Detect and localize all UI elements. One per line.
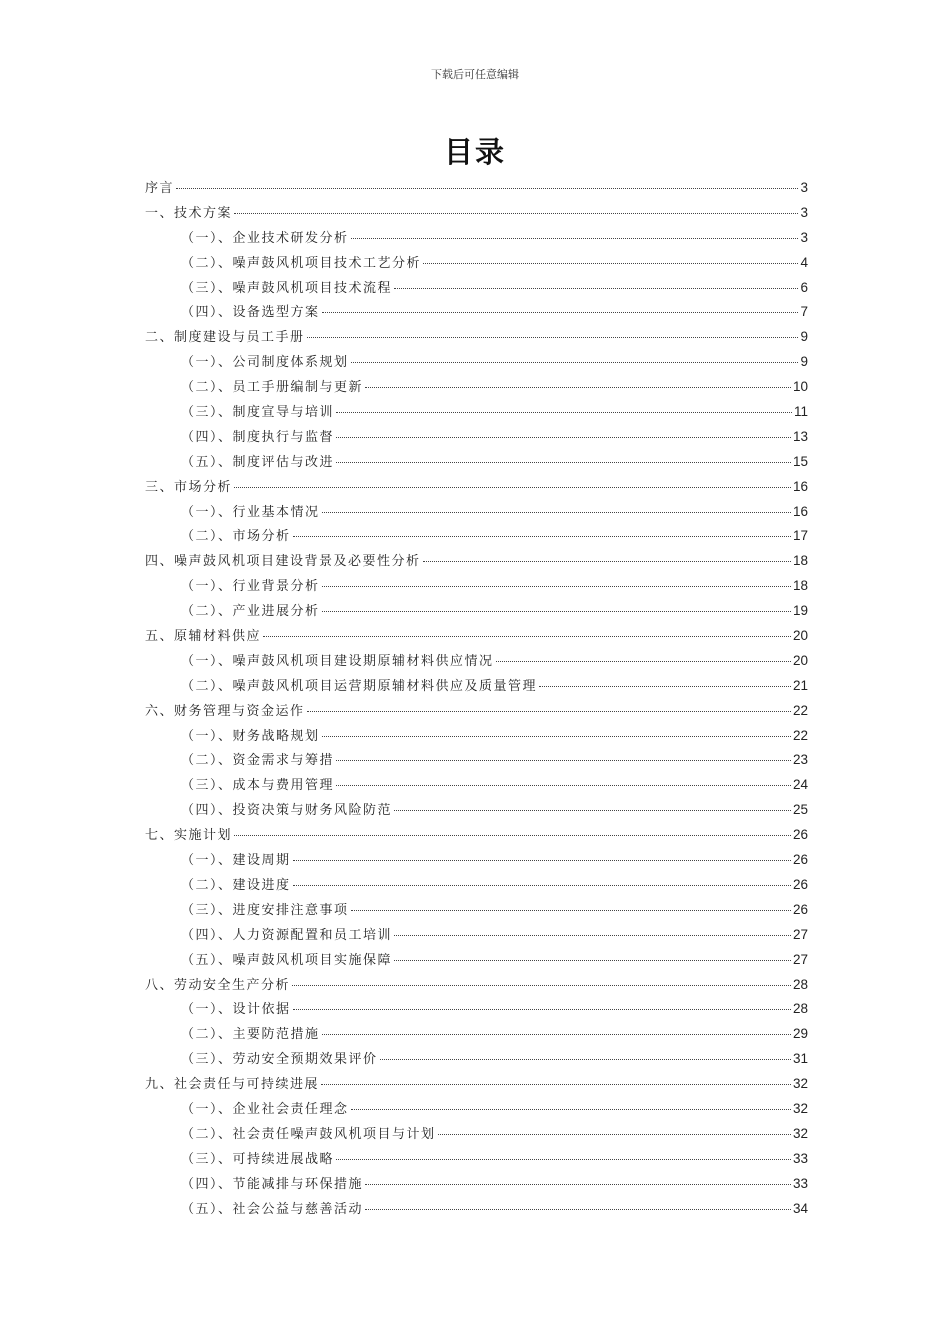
- page-title: 目录: [443, 135, 506, 169]
- toc-entry-label: （三）、噪声鼓风机项目技术流程: [181, 280, 393, 296]
- toc-page-number: 9: [800, 354, 808, 370]
- dot-leader: [380, 1059, 791, 1060]
- toc-entry-label: （四）、人力资源配置和员工培训: [181, 927, 393, 943]
- toc-entry-label: （二）、资金需求与筹措: [181, 753, 335, 769]
- toc-section-entry[interactable]: [145, 350, 808, 375]
- dot-leader: [322, 611, 791, 612]
- dot-leader: [336, 437, 791, 438]
- toc-section-entry[interactable]: [145, 574, 808, 599]
- dot-leader: [307, 711, 791, 712]
- toc-entry-label: 七、实施计划: [145, 828, 233, 844]
- toc-entry-label: （一）、设计依据: [181, 1002, 291, 1018]
- dot-leader: [322, 586, 791, 587]
- dot-leader: [365, 1184, 791, 1185]
- toc-section-entry[interactable]: [145, 1122, 808, 1147]
- dot-leader: [336, 760, 791, 761]
- toc-section-entry[interactable]: [145, 1197, 808, 1222]
- toc-entry-label: （一）、企业技术研发分析: [181, 230, 349, 246]
- dot-leader: [293, 860, 791, 861]
- dot-leader: [423, 263, 798, 264]
- toc-chapter-entry[interactable]: [145, 325, 808, 350]
- toc-entry-label: 二、制度建设与员工手册: [145, 330, 305, 346]
- toc-chapter-entry[interactable]: [145, 549, 808, 574]
- toc-page-number: 17: [792, 528, 808, 544]
- toc-page-number: 26: [792, 852, 808, 868]
- toc-page-number: 32: [792, 1125, 808, 1141]
- toc-section-entry[interactable]: [145, 674, 808, 699]
- dot-leader: [539, 686, 791, 687]
- toc-page-number: 27: [792, 926, 808, 942]
- toc-section-entry[interactable]: [145, 226, 808, 251]
- toc-page-number: 28: [792, 976, 808, 992]
- toc-chapter-entry[interactable]: [145, 823, 808, 848]
- toc-page-number: 25: [792, 802, 808, 818]
- toc-entry-label: （三）、制度宣导与培训: [181, 405, 335, 421]
- dot-leader: [394, 288, 798, 289]
- dot-leader: [336, 412, 792, 413]
- toc-page-number: 9: [800, 329, 808, 345]
- dot-leader: [423, 561, 791, 562]
- toc-page-number: 22: [792, 702, 808, 718]
- toc-section-entry[interactable]: [145, 948, 808, 973]
- toc-section-entry[interactable]: [145, 724, 808, 749]
- toc-section-entry[interactable]: [145, 997, 808, 1022]
- toc-section-entry[interactable]: [145, 375, 808, 400]
- toc-entry-label: 九、社会责任与可持续进展: [145, 1077, 320, 1093]
- toc-chapter-entry[interactable]: [145, 699, 808, 724]
- toc-page-number: 23: [792, 752, 808, 768]
- dot-leader: [293, 885, 791, 886]
- dot-leader: [365, 387, 791, 388]
- toc-section-entry[interactable]: [145, 300, 808, 325]
- toc-page-number: 29: [792, 1026, 808, 1042]
- toc-page-number: 32: [792, 1076, 808, 1092]
- dot-leader: [234, 487, 791, 488]
- header-note: 下载后可任意编辑: [431, 68, 519, 81]
- toc-page-number: 33: [792, 1175, 808, 1191]
- dot-leader: [322, 1034, 791, 1035]
- dot-leader: [394, 960, 791, 961]
- toc-page-number: 15: [792, 453, 808, 469]
- dot-leader: [322, 312, 799, 313]
- toc-page-number: 3: [800, 204, 808, 220]
- toc-section-entry[interactable]: [145, 1047, 808, 1072]
- toc-section-entry[interactable]: [145, 1022, 808, 1047]
- dot-leader: [351, 238, 799, 239]
- toc-entry-label: （三）、成本与费用管理: [181, 778, 335, 794]
- dot-leader: [176, 188, 798, 189]
- toc-entry-label: （四）、制度执行与监督: [181, 429, 335, 445]
- toc-entry-label: （二）、产业进展分析: [181, 604, 320, 620]
- dot-leader: [496, 661, 791, 662]
- toc-page-number: 7: [800, 304, 808, 320]
- toc-entry-label: （三）、进度安排注意事项: [181, 902, 349, 918]
- toc-entry-label: 序言: [145, 181, 175, 196]
- toc-entry-label: （四）、设备选型方案: [181, 305, 320, 321]
- dot-leader: [322, 512, 791, 513]
- dot-leader: [394, 935, 791, 936]
- toc-entry-label: （二）、噪声鼓风机项目运营期原辅材料供应及质量管理: [181, 678, 538, 694]
- toc-page-number: 31: [792, 1051, 808, 1067]
- toc-page-number: 20: [792, 628, 808, 644]
- dot-leader: [322, 736, 791, 737]
- toc-page-number: 19: [792, 603, 808, 619]
- toc-page-number: 10: [792, 379, 808, 395]
- toc-section-entry[interactable]: [145, 425, 808, 450]
- dot-leader: [438, 1134, 791, 1135]
- toc-section-entry[interactable]: [145, 251, 808, 276]
- dot-leader: [321, 1084, 791, 1085]
- toc-entry-label: （四）、节能减排与环保措施: [181, 1176, 364, 1192]
- toc-page-number: 32: [792, 1100, 808, 1116]
- toc-entry-label: （一）、建设周期: [181, 853, 291, 869]
- dot-leader: [234, 835, 791, 836]
- toc-page-number: 18: [792, 553, 808, 569]
- dot-leader: [307, 337, 799, 338]
- toc-entry-label: （四）、投资决策与财务风险防范: [181, 803, 393, 819]
- table-of-contents: [145, 176, 808, 1221]
- toc-section-entry[interactable]: [145, 400, 808, 425]
- toc-entry-label: （一）、行业背景分析: [181, 579, 320, 595]
- toc-page-number: 26: [792, 901, 808, 917]
- toc-entry-label: 四、噪声鼓风机项目建设背景及必要性分析: [145, 554, 421, 570]
- toc-section-entry[interactable]: [145, 276, 808, 301]
- toc-entry-label: （二）、员工手册编制与更新: [181, 380, 364, 396]
- dot-leader: [293, 536, 791, 537]
- dot-leader: [292, 985, 791, 986]
- toc-section-entry[interactable]: [145, 848, 808, 873]
- toc-page-number: 18: [792, 578, 808, 594]
- toc-section-entry[interactable]: [145, 1097, 808, 1122]
- toc-entry-label: （五）、制度评估与改进: [181, 454, 335, 470]
- toc-entry-label: 一、技术方案: [145, 205, 233, 221]
- toc-section-entry[interactable]: [145, 773, 808, 798]
- toc-page-number: 28: [792, 1001, 808, 1017]
- toc-page-number: 34: [792, 1200, 808, 1216]
- toc-entry-label: 三、市场分析: [145, 479, 233, 495]
- toc-section-entry[interactable]: [145, 1172, 808, 1197]
- toc-entry-label: （一）、财务战略规划: [181, 728, 320, 744]
- toc-page-number: 6: [800, 279, 808, 295]
- toc-entry-label: （三）、劳动安全预期效果评价: [181, 1052, 378, 1068]
- toc-section-entry[interactable]: [145, 798, 808, 823]
- toc-page-number: 11: [793, 404, 808, 420]
- toc-page-number: 26: [792, 876, 808, 892]
- dot-leader: [351, 362, 799, 363]
- dot-leader: [336, 462, 791, 463]
- dot-leader: [234, 213, 798, 214]
- toc-entry-label: 五、原辅材料供应: [145, 629, 262, 645]
- toc-entry-label: 六、财务管理与资金运作: [145, 703, 305, 719]
- dot-leader: [365, 1209, 791, 1210]
- toc-section-entry[interactable]: [145, 524, 808, 549]
- toc-section-entry[interactable]: [145, 599, 808, 624]
- toc-page-number: 22: [792, 727, 808, 743]
- toc-chapter-entry[interactable]: [145, 176, 808, 201]
- toc-page-number: 21: [792, 677, 808, 693]
- toc-entry-label: （三）、可持续进展战略: [181, 1151, 335, 1167]
- toc-entry-label: （一）、公司制度体系规划: [181, 355, 349, 371]
- dot-leader: [351, 1109, 791, 1110]
- toc-page-number: 24: [792, 777, 808, 793]
- toc-page-number: 16: [792, 478, 808, 494]
- toc-section-entry[interactable]: [145, 748, 808, 773]
- toc-entry-label: （二）、社会责任噪声鼓风机项目与计划: [181, 1126, 436, 1142]
- toc-section-entry[interactable]: [145, 649, 808, 674]
- toc-entry-label: （一）、噪声鼓风机项目建设期原辅材料供应情况: [181, 653, 494, 669]
- dot-leader: [394, 810, 791, 811]
- toc-page-number: 26: [792, 827, 808, 843]
- toc-entry-label: （五）、社会公益与慈善活动: [181, 1201, 364, 1217]
- toc-page-number: 3: [800, 229, 808, 245]
- toc-section-entry[interactable]: [145, 1147, 808, 1172]
- toc-entry-label: （一）、行业基本情况: [181, 504, 320, 520]
- toc-section-entry[interactable]: [145, 923, 808, 948]
- dot-leader: [336, 785, 791, 786]
- dot-leader: [263, 636, 791, 637]
- toc-page-number: 16: [792, 503, 808, 519]
- dot-leader: [293, 1009, 791, 1010]
- toc-page-number: 3: [800, 180, 808, 195]
- toc-page-number: 33: [792, 1150, 808, 1166]
- toc-section-entry[interactable]: [145, 873, 808, 898]
- toc-entry-label: （五）、噪声鼓风机项目实施保障: [181, 952, 393, 968]
- toc-section-entry[interactable]: [145, 450, 808, 475]
- toc-section-entry[interactable]: [145, 898, 808, 923]
- toc-entry-label: （二）、主要防范措施: [181, 1027, 320, 1043]
- dot-leader: [336, 1159, 791, 1160]
- toc-entry-label: （二）、市场分析: [181, 529, 291, 545]
- toc-page-number: 13: [792, 428, 808, 444]
- toc-chapter-entry[interactable]: [145, 475, 808, 500]
- toc-section-entry[interactable]: [145, 500, 808, 525]
- toc-entry-label: （二）、建设进度: [181, 877, 291, 893]
- toc-page-number: 4: [800, 254, 808, 270]
- toc-chapter-entry[interactable]: [145, 201, 808, 226]
- dot-leader: [351, 910, 791, 911]
- toc-page-number: 20: [792, 652, 808, 668]
- toc-page-number: 27: [792, 951, 808, 967]
- toc-entry-label: 八、劳动安全生产分析: [145, 977, 291, 993]
- toc-entry-label: （一）、企业社会责任理念: [181, 1101, 349, 1117]
- toc-chapter-entry[interactable]: [145, 973, 808, 998]
- toc-chapter-entry[interactable]: [145, 624, 808, 649]
- toc-chapter-entry[interactable]: [145, 1072, 808, 1097]
- toc-entry-label: （二）、噪声鼓风机项目技术工艺分析: [181, 255, 422, 271]
